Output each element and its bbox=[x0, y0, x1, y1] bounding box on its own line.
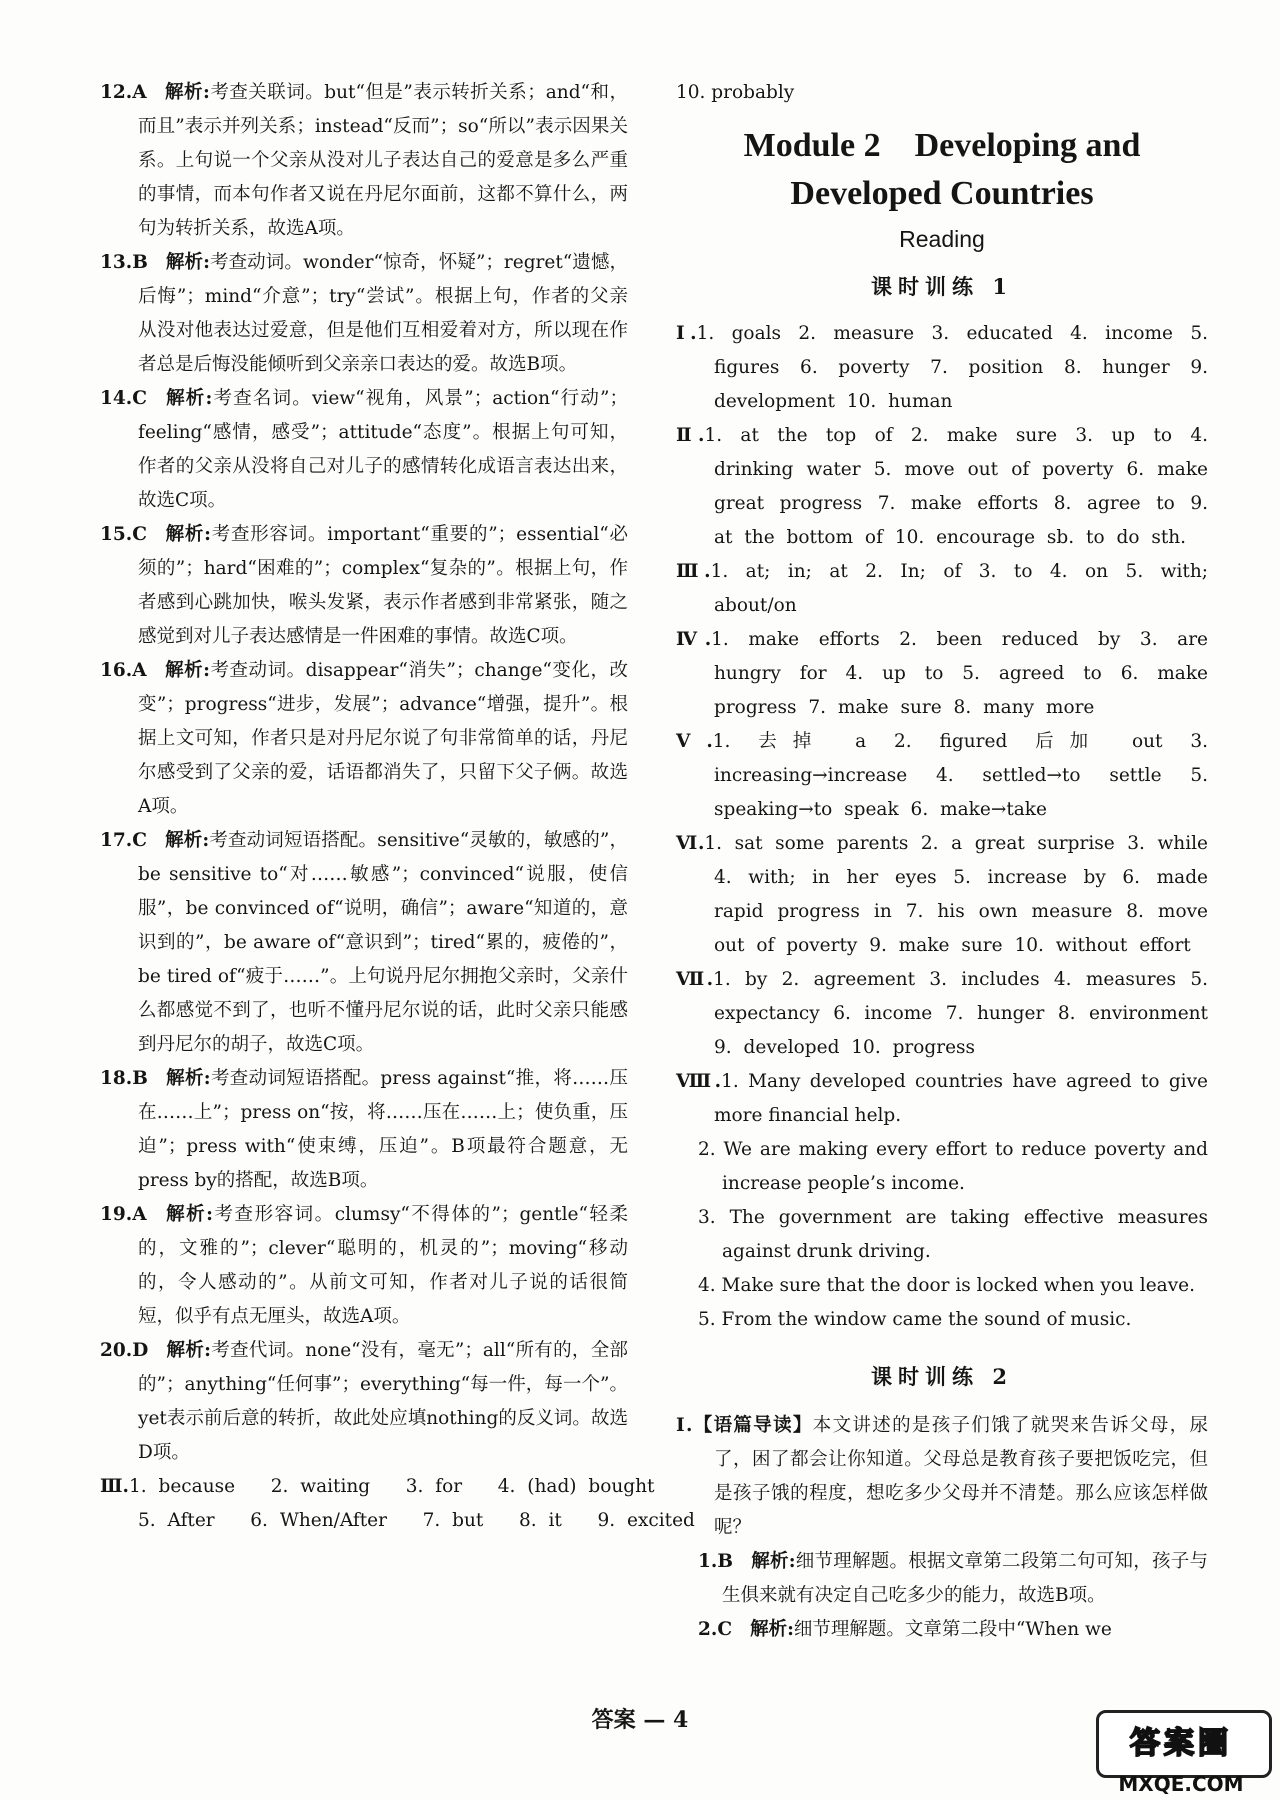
right-column bbox=[676, 76, 1208, 1647]
part-3-answers: Ⅲ.1. at; in; at 2. In; of 3. to 4. on 5. with; about/on bbox=[676, 561, 1208, 616]
part-8-sentence: 4. Make sure that the door is locked when you leave. bbox=[698, 1275, 1195, 1296]
part-8-answers bbox=[676, 1065, 1208, 1337]
part-6-answers: Ⅵ.1. sat some parents 2. a great surprise 3. while 4. with; in her eyes 5. increase by 6. made rapid progress in 7. his own measure 8. move out of poverty 9. make sure 10. without effort bbox=[676, 833, 1209, 956]
passage-guide: Ⅰ.【语篇导读】本文讲述的是孩子们饿了就哭来告诉父母，尿了，困了都会让你知道。父母总是教育孩子要把饭吃完，但是孩子饿的程度，想吃多少父母并不清楚。那么应该怎样做呢？ bbox=[676, 1415, 1208, 1538]
section-3-answers: Ⅲ.1. because 2. waiting 3. for 4. (had) bought bbox=[100, 1476, 655, 1497]
part-8-sentence: Ⅷ.1. Many developed countries have agreed to give more financial help. bbox=[676, 1071, 1208, 1126]
watermark-logo-text: 答案圈 bbox=[1130, 1726, 1232, 1761]
part-4-answers: Ⅳ.1. make efforts 2. been reduced by 3. are hungry for 4. up to 5. agreed to 6. make progress 7. make sure 8. many more bbox=[676, 629, 1208, 718]
part-8-sentence: 5. From the window came the sound of music. bbox=[698, 1309, 1132, 1330]
part-5-answers: Ⅴ.1. 去掉 a 2. figured 后加 out 3. increasing→increase 4. settled→to settle 5. speaking→to speak 6. make→take bbox=[676, 731, 1208, 820]
lesson-2-answer-2: 2.C 解析:细节理解题。文章第二段中“When we bbox=[698, 1619, 1112, 1640]
answer-15: 15.C 解析:考查形容词。important“重要的”；essential“必须的”；hard“困难的”；complex“复杂的”。根据上句，作者感到心跳加快，喉头发紧，表示作者感到非常紧张，随之感觉到对儿子表达感情是一件困难的事情。故选C项。 bbox=[100, 524, 628, 647]
answer-18: 18.B 解析:考查动词短语搭配。press against“推，将……压在……上”；press on“按，将……压在……上；使负重，压迫”；press with“使束缚，压迫”。B项最符合题意，无press by的搭配，故选B项。 bbox=[100, 1068, 628, 1191]
part-7-answers: Ⅶ.1. by 2. agreement 3. includes 4. measures 5. expectancy 6. income 7. hunger 8. environment 9. developed 10. progress bbox=[676, 969, 1208, 1058]
answer-14: 14.C 解析:考查名词。view“视角，风景”；action“行动”；feeling“感情，感受”；attitude“态度”。根据上句可知，作者的父亲从没将自己对儿子的感情转化成语言表达出来，故选C项。 bbox=[100, 388, 628, 511]
part-8-sentence: 3. The government are taking effective measures against drunk driving. bbox=[698, 1207, 1208, 1262]
section-3-answers-line2: 5. After 6. When/After 7. but 8. it 9. excited bbox=[138, 1510, 695, 1531]
watermark-url: MXQE.COM bbox=[1118, 1772, 1244, 1796]
answer-19: 19.A 解析:考查形容词。clumsy“不得体的”；gentle“轻柔的，文雅的”；clever“聪明的，机灵的”；moving“移动的，令人感动的”。从前文可知，作者对儿子说的话很简短，似乎有点无厘头，故选A项。 bbox=[100, 1204, 628, 1327]
watermark-logo bbox=[1096, 1710, 1266, 1794]
part-8-sentence: 2. We are making every effort to reduce poverty and increase people’s income. bbox=[698, 1139, 1208, 1194]
part-1-answers: Ⅰ.1. goals 2. measure 3. educated 4. income 5. figures 6. poverty 7. position 8. hunger 9. development 10. human bbox=[676, 323, 1208, 412]
module-title: Module 2 Developing and Developed Countries bbox=[743, 127, 1141, 212]
answer-10: 10. probably bbox=[676, 82, 795, 103]
page-footer: 答案 — 4 bbox=[591, 1707, 689, 1733]
answer-12: 12.A 解析:考查关联词。but“但是”表示转折关系；and“和，而且”表示并列关系；instead“反而”；so“所以”表示因果关系。上句说一个父亲从没对儿子表达自己的爱意是多么严重的事情，而本句作者又说在丹尼尔面前，这都不算什么，两句为转折关系，故选A项。 bbox=[100, 82, 628, 239]
answer-13: 13.B 解析:考查动词。wonder“惊奇，怀疑”；regret“遗憾，后悔”；mind“介意”；try“尝试”。根据上句，作者的父亲从没对他表达过爱意，但是他们互相爱着对方，所以现在作者总是后悔没能倾听到父亲亲口表达的爱。故选B项。 bbox=[100, 252, 628, 375]
lesson-2-answer-1: 1.B 解析:细节理解题。根据文章第二段第二句可知，孩子与生俱来就有决定自己吃多少的能力，故选B项。 bbox=[698, 1551, 1208, 1606]
lesson-1-heading: 课时训练 1 bbox=[871, 274, 1013, 299]
section-subtitle: Reading bbox=[899, 226, 985, 252]
lesson-2-heading: 课时训练 2 bbox=[871, 1364, 1013, 1389]
left-column bbox=[100, 76, 695, 1538]
answer-16: 16.A 解析:考查动词。disappear“消失”；change“变化，改变”；progress“进步，发展”；advance“增强，提升”。根据上文可知，作者只是对丹尼尔说了句非常简单的话，丹尼尔感受到了父亲的爱，话语都消失了，只留下父子俩。故选A项。 bbox=[100, 660, 628, 817]
answer-20: 20.D 解析:考查代词。none“没有，毫无”；all“所有的，全部的”；anything“任何事”；everything“每一件，每一个”。yet表示前后意的转折，故此处应填nothing的反义词。故选D项。 bbox=[100, 1340, 628, 1463]
answer-17: 17.C 解析:考查动词短语搭配。sensitive“灵敏的，敏感的”，be sensitive to“对……敏感”；convinced“说服，使信服”，be convinced of“说明，确信”；aware“知道的，意识到的”，be aware of“意识到”；tired“累的，疲倦的”，be tired of“疲于……”。上句说丹尼尔拥抱父亲时，父亲什么都感觉不到了，也听不懂丹尼尔说的话，此时父亲只能感到丹尼尔的胡子，故选C项。 bbox=[100, 830, 628, 1055]
part-2-answers: Ⅱ.1. at the top of 2. make sure 3. up to 4. drinking water 5. move out of poverty 6. make great progress 7. make efforts 8. agree to 9. at the bottom of 10. encourage sb. to do sth. bbox=[676, 425, 1208, 548]
